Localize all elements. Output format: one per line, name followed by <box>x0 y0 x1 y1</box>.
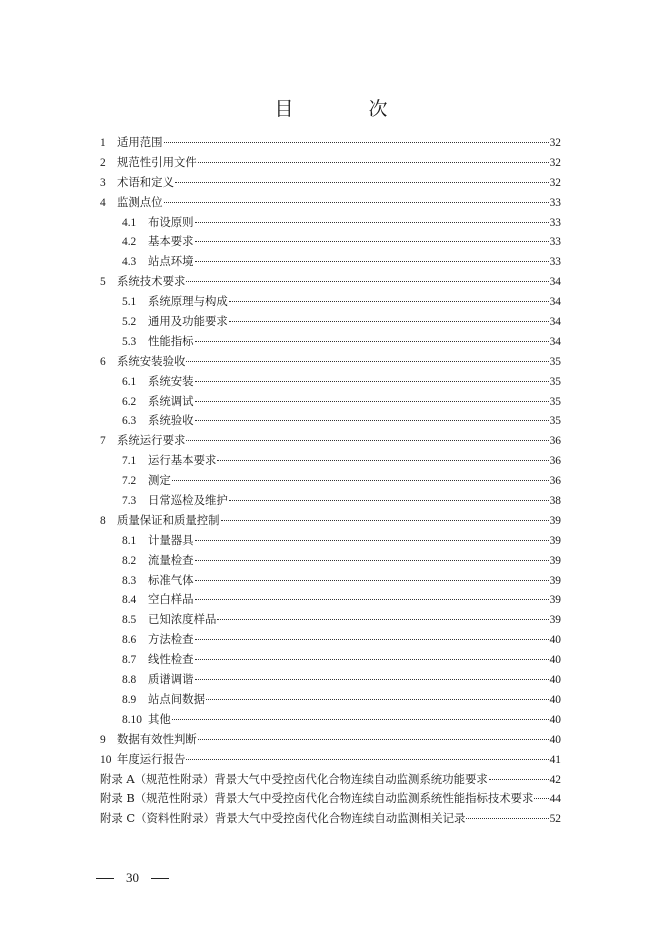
toc-entry-number: 2 <box>100 156 106 169</box>
toc-dot-leader <box>195 341 549 342</box>
toc-entry-title: 附录 C（资料性附录）背景大气中受控卤代化合物连续自动监测相关记录 <box>100 811 466 826</box>
toc-dot-leader <box>195 659 549 660</box>
toc-entry-page: 35 <box>549 375 561 388</box>
toc-entry-number: 6.1 <box>122 375 137 388</box>
toc-dot-leader <box>195 261 549 262</box>
toc-dot-leader <box>195 639 549 640</box>
toc-entry-page: 41 <box>549 753 561 766</box>
toc-subsection-entry[interactable] <box>100 572 561 592</box>
toc-subsection-entry[interactable] <box>100 373 561 393</box>
toc-subsection-entry[interactable] <box>100 393 561 413</box>
toc-entry-number: 5.3 <box>122 335 137 348</box>
toc-dot-leader <box>229 321 549 322</box>
toc-entry-page: 33 <box>549 236 561 249</box>
toc-entry-page: 44 <box>549 793 561 806</box>
toc-subsection-entry[interactable] <box>100 452 561 472</box>
toc-entry-page: 40 <box>549 654 561 667</box>
toc-entry-number: 8.9 <box>122 693 137 706</box>
toc-entry-title: 布设原则 <box>148 214 194 229</box>
toc-entry-page: 33 <box>549 196 561 209</box>
toc-entry-title: 附录 B（规范性附录）背景大气中受控卤代化合物连续自动监测系统性能指标技术要求 <box>100 791 534 806</box>
toc-entry-page: 36 <box>549 475 561 488</box>
toc-entry-number: 5 <box>100 276 106 289</box>
toc-subsection-entry[interactable] <box>100 631 561 651</box>
toc-entry-page: 34 <box>549 335 561 348</box>
toc-entry-number: 5.2 <box>122 316 137 329</box>
toc-entry-title: 质谱调谐 <box>148 672 194 687</box>
toc-entry-title: 日常巡检及维护 <box>148 493 228 508</box>
toc-entry-title: 计量器具 <box>148 532 194 547</box>
toc-section-entry[interactable] <box>100 273 561 293</box>
toc-section-entry[interactable] <box>100 512 561 532</box>
toc-entry-page: 36 <box>549 455 561 468</box>
toc-entry-number: 8.2 <box>122 554 137 567</box>
toc-entry-title: 年度运行报告 <box>117 751 186 766</box>
toc-entry-title: 系统安装验收 <box>117 353 186 368</box>
toc-dot-leader <box>186 440 548 441</box>
toc-subsection-entry[interactable] <box>100 313 561 333</box>
toc-entry-title: 系统技术要求 <box>117 274 186 289</box>
toc-entry-title: 标准气体 <box>148 572 194 587</box>
toc-entry-number: 7 <box>100 435 106 448</box>
footer-dash-left <box>96 878 114 879</box>
toc-entry-title: 规范性引用文件 <box>117 154 197 169</box>
toc-entry-title: 线性检查 <box>148 652 194 667</box>
toc-dot-leader <box>195 580 549 581</box>
toc-entry-number: 8.3 <box>122 574 137 587</box>
toc-dot-leader <box>198 162 549 163</box>
toc-subsection-entry[interactable] <box>100 711 561 731</box>
toc-subsection-entry[interactable] <box>100 532 561 552</box>
toc-entry-number: 4.2 <box>122 236 137 249</box>
toc-subsection-entry[interactable] <box>100 611 561 631</box>
toc-entry-page: 40 <box>549 713 561 726</box>
toc-entry-title: 通用及功能要求 <box>148 314 228 329</box>
toc-entry-page: 36 <box>549 435 561 448</box>
toc-section-entry[interactable] <box>100 432 561 452</box>
toc-dot-leader <box>206 699 549 700</box>
toc-entry-number: 6.3 <box>122 415 137 428</box>
toc-dot-leader <box>229 500 549 501</box>
toc-entry-page: 33 <box>549 216 561 229</box>
toc-dot-leader <box>195 241 549 242</box>
toc-subsection-entry[interactable] <box>100 691 561 711</box>
toc-entry-number: 3 <box>100 176 106 189</box>
toc-section-entry[interactable] <box>100 154 561 174</box>
toc-entry-number: 4 <box>100 196 106 209</box>
toc-subsection-entry[interactable] <box>100 253 561 273</box>
toc-entry-title: 基本要求 <box>148 234 194 249</box>
toc-entry-number: 8.6 <box>122 634 137 647</box>
toc-entry-page: 39 <box>549 554 561 567</box>
toc-entry-title: 方法检查 <box>148 632 194 647</box>
toc-subsection-entry[interactable] <box>100 492 561 512</box>
toc-dot-leader <box>195 222 549 223</box>
toc-subsection-entry[interactable] <box>100 233 561 253</box>
toc-appendix-entry[interactable] <box>100 810 561 830</box>
toc-dot-leader <box>172 480 549 481</box>
toc-subsection-entry[interactable] <box>100 333 561 353</box>
toc-dot-leader <box>172 719 549 720</box>
toc-entry-number: 7.1 <box>122 455 137 468</box>
toc-entry-page: 52 <box>549 813 561 826</box>
toc-dot-leader <box>195 540 549 541</box>
toc-entry-title: 系统安装 <box>148 373 194 388</box>
toc-entry-title: 运行基本要求 <box>148 453 217 468</box>
toc-entry-number: 5.1 <box>122 296 137 309</box>
toc-dot-leader <box>186 759 548 760</box>
toc-entry-number: 8.7 <box>122 654 137 667</box>
toc-entry-number: 7.3 <box>122 495 137 508</box>
toc-section-entry[interactable] <box>100 353 561 373</box>
toc-entry-number: 1 <box>100 137 106 149</box>
toc-dot-leader <box>186 281 548 282</box>
toc-subsection-entry[interactable] <box>100 412 561 432</box>
toc-entry-page: 39 <box>549 574 561 587</box>
toc-entry-title: 术语和定义 <box>117 174 174 189</box>
toc-dot-leader <box>195 420 549 421</box>
toc-entry-number: 8.5 <box>122 614 137 627</box>
toc-entry-title: 附录 A（规范性附录）背景大气中受控卤代化合物连续自动监测系统功能要求 <box>100 771 488 786</box>
toc-entry-page: 39 <box>549 614 561 627</box>
toc-entry-title: 系统原理与构成 <box>148 294 228 309</box>
toc-dot-leader <box>175 182 549 183</box>
toc-entry-number: 8.8 <box>122 674 137 687</box>
page-title: 目 次 <box>274 98 416 120</box>
toc-subsection-entry[interactable] <box>100 591 561 611</box>
toc-dot-leader <box>534 798 548 799</box>
toc-entry-title: 性能指标 <box>148 333 194 348</box>
toc-entry-title: 其他 <box>148 711 171 726</box>
toc-entry-title: 站点环境 <box>148 254 194 269</box>
toc-entry-page: 38 <box>549 495 561 508</box>
toc-entry-page: 42 <box>549 773 561 786</box>
toc-entry-page: 33 <box>549 256 561 269</box>
toc-entry-title: 系统运行要求 <box>117 433 186 448</box>
toc-dot-leader <box>186 361 548 362</box>
toc-entry-number: 4.3 <box>122 256 137 269</box>
toc-entry-page: 40 <box>549 674 561 687</box>
toc-dot-leader <box>164 142 549 143</box>
toc-entry-page: 35 <box>549 395 561 408</box>
toc-entry-number: 6.2 <box>122 395 137 408</box>
toc-entry-number: 9 <box>100 733 106 746</box>
toc-section-entry[interactable] <box>100 751 561 771</box>
toc-entry-page: 34 <box>549 316 561 329</box>
toc-entry-page: 40 <box>549 634 561 647</box>
toc-entry-page: 40 <box>549 733 561 746</box>
toc-entry-title: 流量检查 <box>148 552 194 567</box>
toc-dot-leader <box>195 599 549 600</box>
toc-entry-number: 7.2 <box>122 475 137 488</box>
toc-entry-title: 监测点位 <box>117 194 163 209</box>
toc-entry-page: 39 <box>549 534 561 547</box>
toc-entry-page: 32 <box>549 137 561 149</box>
page-number: 30 <box>126 870 139 885</box>
toc-subsection-entry[interactable] <box>100 651 561 671</box>
toc-entry-title: 空白样品 <box>148 592 194 607</box>
toc-dot-leader <box>217 460 548 461</box>
toc-dot-leader <box>217 619 548 620</box>
table-of-contents <box>100 134 561 830</box>
toc-section-entry[interactable] <box>100 194 561 214</box>
toc-dot-leader <box>466 818 548 819</box>
toc-dot-leader <box>195 401 549 402</box>
toc-entry-page: 32 <box>549 176 561 189</box>
toc-dot-leader <box>195 679 549 680</box>
toc-dot-leader <box>229 301 549 302</box>
toc-entry-number: 4.1 <box>122 216 137 229</box>
toc-dot-leader <box>195 560 549 561</box>
toc-entry-page: 34 <box>549 296 561 309</box>
toc-entry-title: 测定 <box>148 473 171 488</box>
toc-entry-title: 已知浓度样品 <box>148 612 217 627</box>
toc-dot-leader <box>164 202 549 203</box>
toc-dot-leader <box>195 381 549 382</box>
toc-entry-page: 39 <box>549 594 561 607</box>
toc-entry-number: 10 <box>100 753 112 766</box>
toc-section-entry[interactable] <box>100 174 561 194</box>
toc-entry-title: 站点间数据 <box>148 691 205 706</box>
toc-appendix-entry[interactable] <box>100 790 561 810</box>
toc-entry-number: 8.4 <box>122 594 137 607</box>
toc-entry-number: 8 <box>100 514 106 527</box>
toc-subsection-entry[interactable] <box>100 552 561 572</box>
toc-dot-leader <box>489 779 549 780</box>
page-footer <box>96 870 169 886</box>
toc-entry-title: 系统调试 <box>148 393 194 408</box>
toc-subsection-entry[interactable] <box>100 472 561 492</box>
toc-entry-title: 适用范围 <box>117 135 163 149</box>
toc-entry-page: 34 <box>549 276 561 289</box>
toc-dot-leader <box>221 520 549 521</box>
toc-entry-page: 35 <box>549 415 561 428</box>
toc-subsection-entry[interactable] <box>100 293 561 313</box>
toc-subsection-entry[interactable] <box>100 214 561 234</box>
toc-entry-title: 质量保证和质量控制 <box>117 512 220 527</box>
toc-subsection-entry[interactable] <box>100 671 561 691</box>
toc-appendix-entry[interactable] <box>100 771 561 791</box>
toc-entry-page: 39 <box>549 514 561 527</box>
toc-section-entry[interactable] <box>100 134 561 154</box>
toc-entry-page: 40 <box>549 693 561 706</box>
toc-entry-number: 8.1 <box>122 534 137 547</box>
toc-section-entry[interactable] <box>100 731 561 751</box>
toc-entry-number: 6 <box>100 355 106 368</box>
toc-entry-number: 8.10 <box>122 713 142 726</box>
toc-entry-page: 32 <box>549 156 561 169</box>
toc-entry-title: 系统验收 <box>148 413 194 428</box>
footer-dash-right <box>151 878 169 879</box>
toc-entry-title: 数据有效性判断 <box>117 731 197 746</box>
toc-entry-page: 35 <box>549 355 561 368</box>
toc-dot-leader <box>198 739 549 740</box>
